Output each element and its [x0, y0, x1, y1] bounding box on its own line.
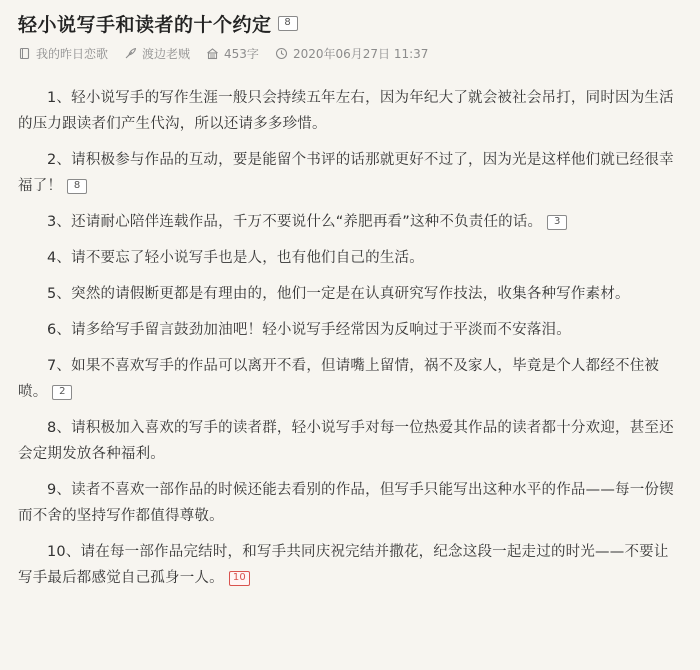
paragraph-2 [18, 147, 680, 199]
paragraph-text: 4、请不要忘了轻小说写手也是人，也有他们自己的生活。 [47, 250, 424, 266]
paragraph-comment-badge[interactable]: 2 [52, 385, 72, 400]
paragraph-comment-badge[interactable]: 3 [547, 215, 567, 230]
clock-icon [275, 47, 288, 60]
paragraph-5 [18, 281, 680, 307]
paragraph-1 [18, 85, 680, 137]
paragraph-7 [18, 353, 680, 405]
meta-author-name: 渡边老贼 [142, 46, 191, 61]
paragraph-3 [18, 209, 680, 235]
meta-word-count [206, 45, 259, 62]
paragraph-text: 3、还请耐心陪伴连载作品，千万不要说什么“养肥再看”这种不负责任的话。 [47, 214, 543, 230]
paragraph-comment-badge-hot[interactable]: 10 [229, 571, 250, 586]
paragraph-text: 8、请积极加入喜欢的写手的读者群，轻小说写手对每一位热爱其作品的读者都十分欢迎，甚至还会定期发放各种福利。 [18, 420, 674, 462]
paragraph-comment-badge[interactable]: 8 [67, 179, 87, 194]
paragraph-8 [18, 415, 680, 467]
quill-icon [124, 47, 137, 60]
paragraph-text: 6、请多给写手留言鼓劲加油吧！轻小说写手经常因为反响过于平淡而不安落泪。 [47, 322, 571, 338]
paragraph-text: 10、请在每一部作品完结时，和写手共同庆祝完结并撒花，纪念这段一起走过的时光——不要让写手最后都感觉自己孤身一人。 [18, 544, 669, 586]
paragraph-9 [18, 477, 680, 529]
meta-datetime-text: 2020年06月27日 11:37 [292, 46, 429, 61]
paragraph-text: 1、轻小说写手的写作生涯一般只会持续五年左右，因为年纪大了就会被社会吊打，同时因为生活的压力跟读者们产生代沟，所以还请多多珍惜。 [18, 90, 674, 132]
title-comment-badge[interactable]: 8 [278, 16, 298, 31]
meta-word-count-text: 453字 [224, 46, 259, 61]
paragraph-4 [18, 245, 680, 271]
title-row [18, 8, 680, 38]
paragraph-text: 2、请积极参与作品的互动，要是能留个书评的话那就更好不过了，因为光是这样他们就已经很幸福了！ [18, 152, 674, 194]
meta-source[interactable] [18, 45, 108, 62]
book-icon [18, 47, 31, 60]
article-meta [18, 44, 680, 62]
meta-source-text: 我的昨日恋歌 [36, 46, 109, 61]
paragraph-10 [18, 539, 680, 591]
paragraph-6 [18, 317, 680, 343]
paragraph-text: 7、如果不喜欢写手的作品可以离开不看，但请嘴上留情，祸不及家人，毕竟是个人都经不住被喷。 [18, 358, 660, 400]
meta-datetime [275, 45, 428, 62]
text-count-icon [206, 47, 219, 60]
article-body [18, 85, 680, 591]
article-title: 轻小说写手和读者的十个约定 [18, 13, 272, 36]
paragraph-text: 9、读者不喜欢一部作品的时候还能去看别的作品，但写手只能写出这种水平的作品——每一份锲而不舍的坚持写作都值得尊敬。 [18, 482, 674, 524]
paragraph-text: 5、突然的请假断更都是有理由的，他们一定是在认真研究写作技法，收集各种写作素材。 [47, 286, 630, 302]
meta-author[interactable] [124, 45, 190, 62]
